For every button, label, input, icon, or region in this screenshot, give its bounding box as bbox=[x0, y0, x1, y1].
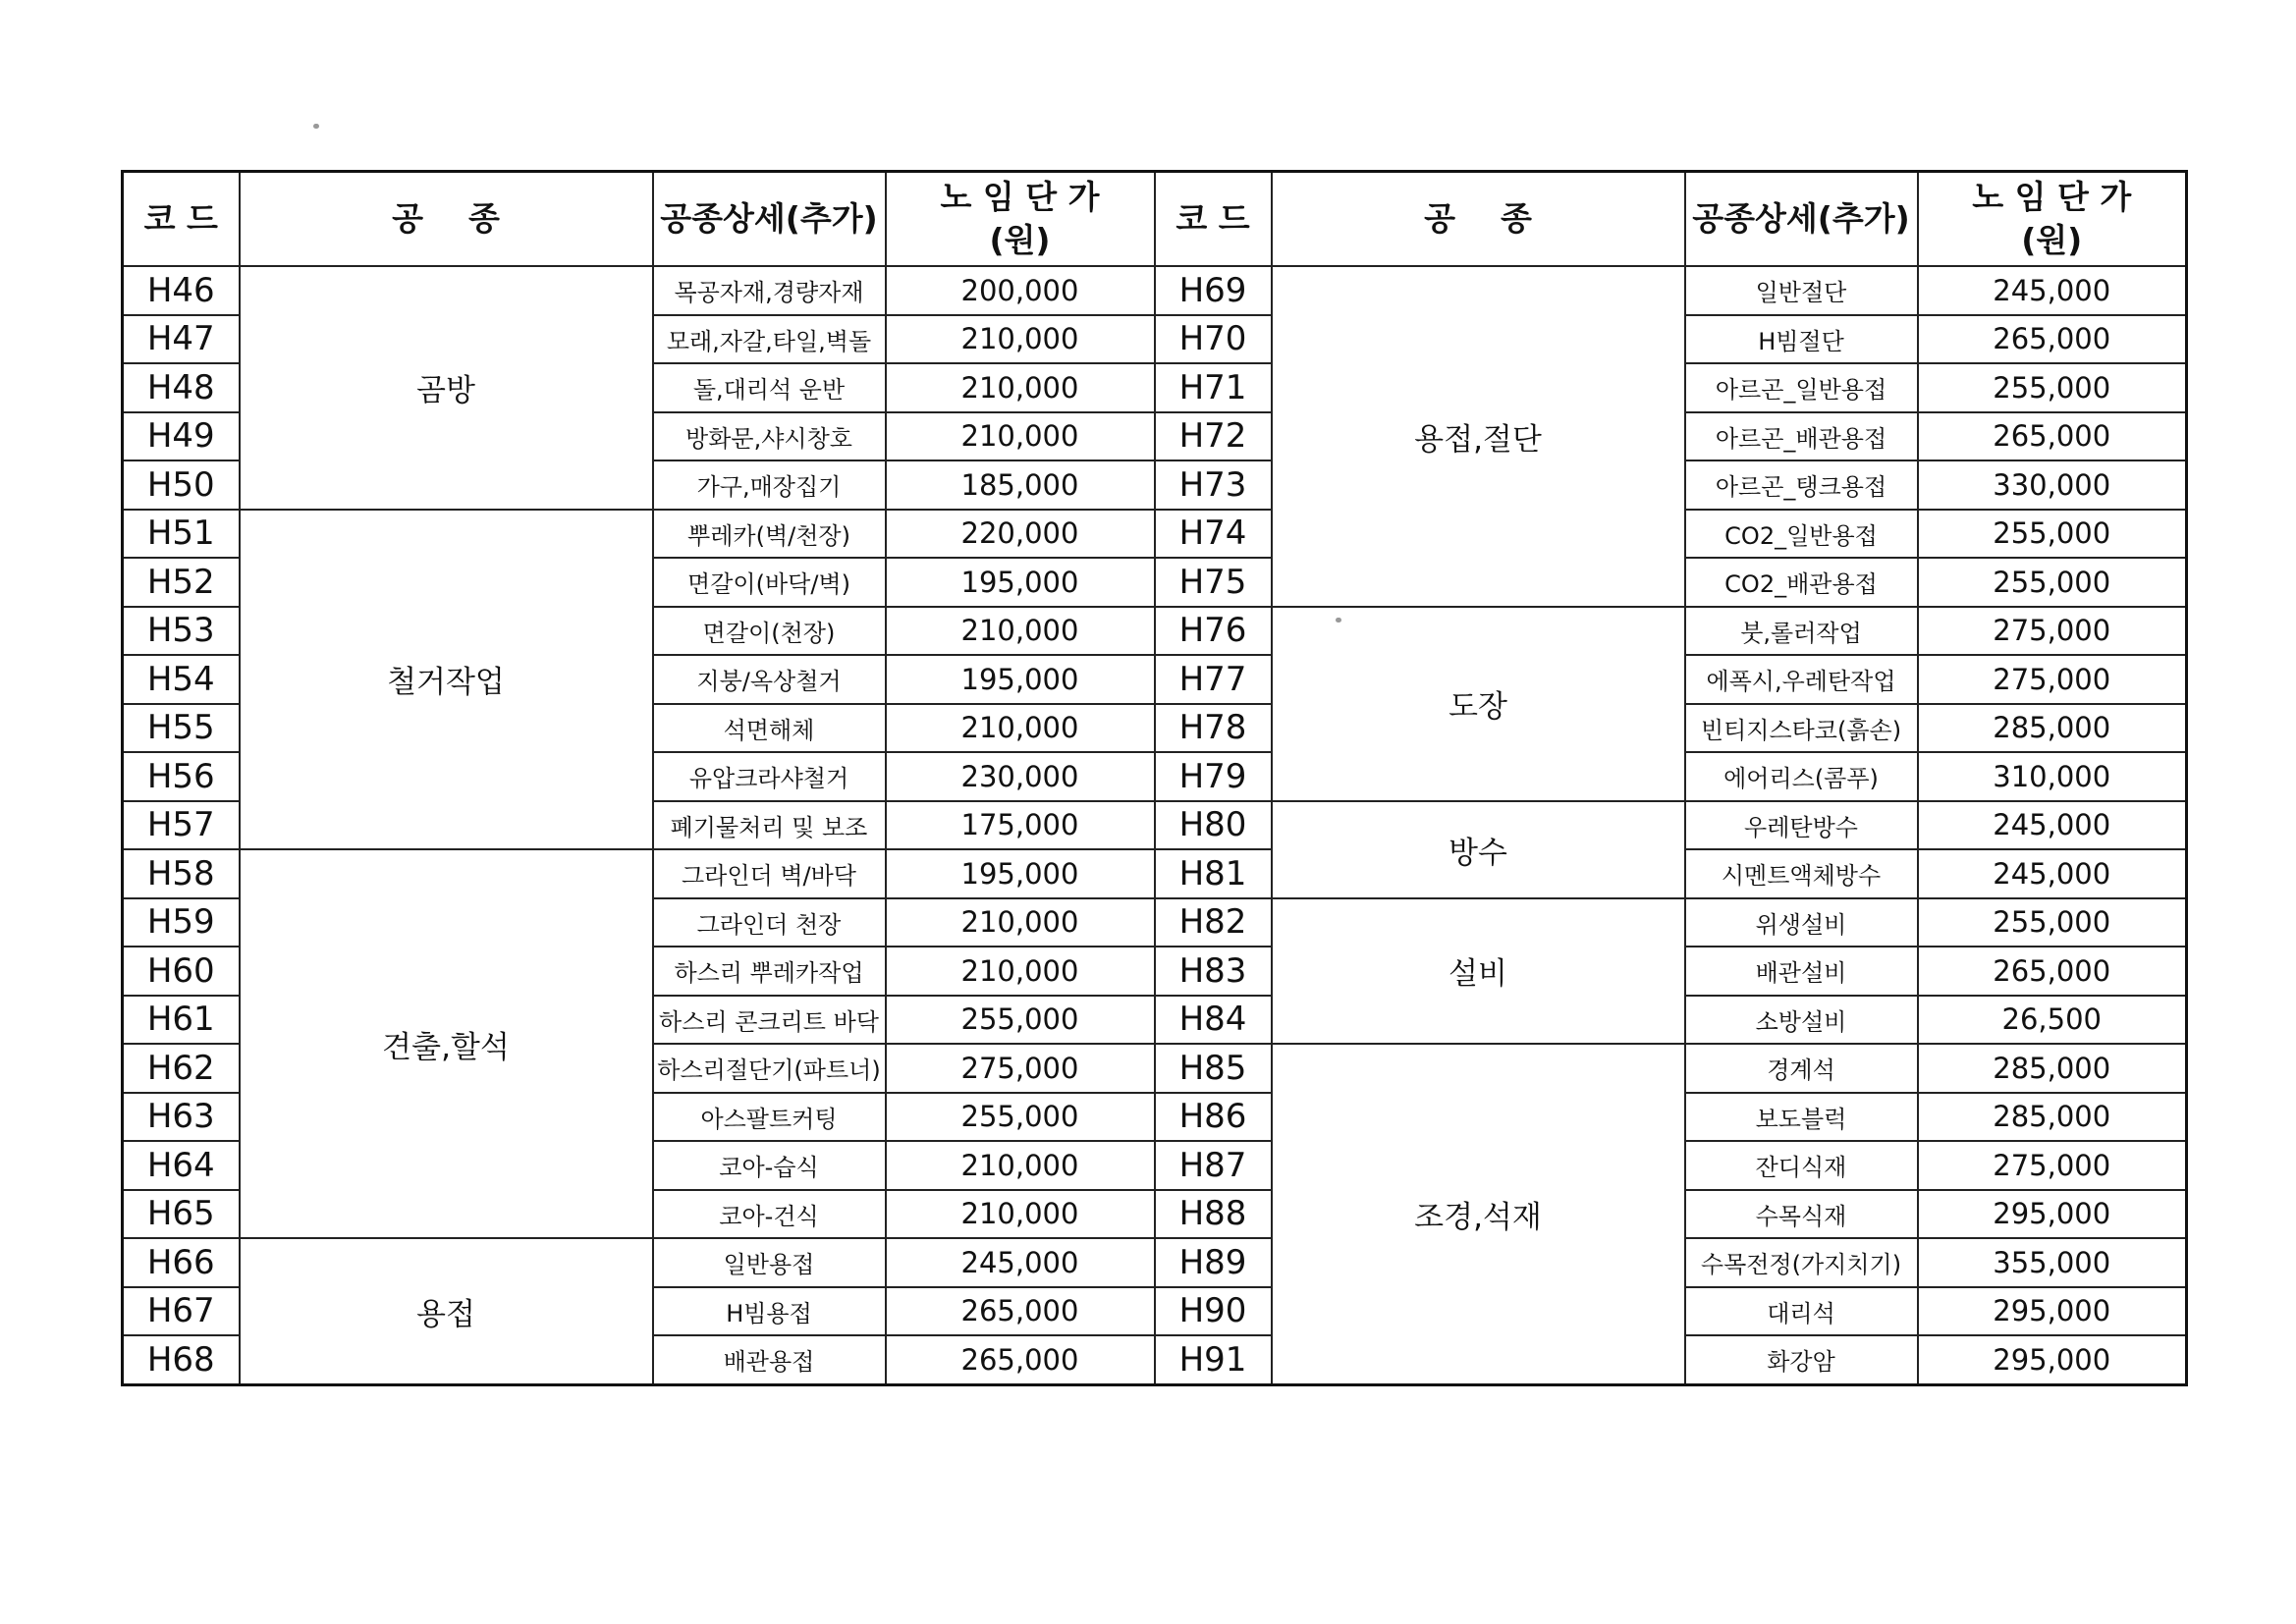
row-code: H75 bbox=[1155, 558, 1272, 607]
row-code: H62 bbox=[123, 1044, 240, 1093]
row-price: 26,500 bbox=[1918, 996, 2187, 1045]
row-detail: 하스리절단기(파트너) bbox=[653, 1044, 886, 1093]
row-detail: 에폭시,우레탄작업 bbox=[1685, 655, 1918, 704]
row-detail: 폐기물처리 및 보조 bbox=[653, 801, 886, 850]
row-code: H56 bbox=[123, 752, 240, 801]
row-code: H74 bbox=[1155, 510, 1272, 559]
row-detail: 대리석 bbox=[1685, 1287, 1918, 1336]
row-price: 265,000 bbox=[1918, 315, 2187, 364]
row-price: 245,000 bbox=[1918, 801, 2187, 850]
row-price: 245,000 bbox=[1918, 849, 2187, 898]
row-code: H69 bbox=[1155, 266, 1272, 315]
row-code: H64 bbox=[123, 1141, 240, 1190]
category-cell: 용접,절단 bbox=[1272, 266, 1685, 607]
row-price: 285,000 bbox=[1918, 1093, 2187, 1142]
row-code: H88 bbox=[1155, 1190, 1272, 1239]
header-category-right: 공 종 bbox=[1272, 172, 1685, 267]
row-detail: 위생설비 bbox=[1685, 898, 1918, 947]
row-detail: 보도블럭 bbox=[1685, 1093, 1918, 1142]
row-detail: 수목식재 bbox=[1685, 1190, 1918, 1239]
row-detail: 목공자재,경량자재 bbox=[653, 266, 886, 315]
row-code: H63 bbox=[123, 1093, 240, 1142]
row-price: 200,000 bbox=[886, 266, 1155, 315]
category-cell: 조경,석재 bbox=[1272, 1044, 1685, 1384]
row-price: 330,000 bbox=[1918, 460, 2187, 510]
row-detail: 하스리 콘크리트 바닥 bbox=[653, 996, 886, 1045]
row-detail: H빔절단 bbox=[1685, 315, 1918, 364]
row-price: 355,000 bbox=[1918, 1238, 2187, 1287]
row-detail: 모래,자갈,타일,벽돌 bbox=[653, 315, 886, 364]
row-code: H65 bbox=[123, 1190, 240, 1239]
row-code: H77 bbox=[1155, 655, 1272, 704]
row-price: 220,000 bbox=[886, 510, 1155, 559]
row-code: H79 bbox=[1155, 752, 1272, 801]
row-code: H82 bbox=[1155, 898, 1272, 947]
row-code: H68 bbox=[123, 1335, 240, 1384]
row-detail: 붓,롤러작업 bbox=[1685, 607, 1918, 656]
row-code: H48 bbox=[123, 363, 240, 412]
row-code: H54 bbox=[123, 655, 240, 704]
row-code: H89 bbox=[1155, 1238, 1272, 1287]
row-code: H55 bbox=[123, 704, 240, 753]
row-price: 195,000 bbox=[886, 558, 1155, 607]
row-price: 265,000 bbox=[1918, 947, 2187, 996]
row-price: 255,000 bbox=[1918, 363, 2187, 412]
row-price: 230,000 bbox=[886, 752, 1155, 801]
row-price: 255,000 bbox=[1918, 898, 2187, 947]
row-price: 245,000 bbox=[886, 1238, 1155, 1287]
row-detail: 소방설비 bbox=[1685, 996, 1918, 1045]
row-code: H60 bbox=[123, 947, 240, 996]
header-detail-left: 공종상세(추가) bbox=[653, 172, 886, 267]
row-code: H72 bbox=[1155, 412, 1272, 461]
header-price-left bbox=[886, 172, 1155, 267]
row-code: H70 bbox=[1155, 315, 1272, 364]
header-row bbox=[123, 172, 2187, 267]
row-code: H85 bbox=[1155, 1044, 1272, 1093]
header-price-right bbox=[1918, 172, 2187, 267]
row-price: 195,000 bbox=[886, 849, 1155, 898]
row-price: 255,000 bbox=[1918, 558, 2187, 607]
row-code: H59 bbox=[123, 898, 240, 947]
row-price: 210,000 bbox=[886, 898, 1155, 947]
row-detail: 그라인더 천장 bbox=[653, 898, 886, 947]
row-code: H73 bbox=[1155, 460, 1272, 510]
row-code: H47 bbox=[123, 315, 240, 364]
scan-speck bbox=[1336, 618, 1341, 623]
row-price: 185,000 bbox=[886, 460, 1155, 510]
row-price: 275,000 bbox=[886, 1044, 1155, 1093]
row-detail: 우레탄방수 bbox=[1685, 801, 1918, 850]
header-price-unit: (원) bbox=[989, 221, 1051, 259]
category-cell: 설비 bbox=[1272, 898, 1685, 1045]
row-code: H50 bbox=[123, 460, 240, 510]
category-cell: 견출,할석 bbox=[240, 849, 653, 1238]
row-detail: 돌,대리석 운반 bbox=[653, 363, 886, 412]
row-detail: 빈티지스타코(흙손) bbox=[1685, 704, 1918, 753]
row-price: 210,000 bbox=[886, 607, 1155, 656]
row-detail: 잔디식재 bbox=[1685, 1141, 1918, 1190]
row-code: H78 bbox=[1155, 704, 1272, 753]
row-detail: CO2_일반용접 bbox=[1685, 510, 1918, 559]
row-code: H81 bbox=[1155, 849, 1272, 898]
row-price: 265,000 bbox=[886, 1335, 1155, 1384]
row-code: H61 bbox=[123, 996, 240, 1045]
row-code: H84 bbox=[1155, 996, 1272, 1045]
row-price: 285,000 bbox=[1918, 1044, 2187, 1093]
row-price: 195,000 bbox=[886, 655, 1155, 704]
row-price: 255,000 bbox=[1918, 510, 2187, 559]
row-detail: 가구,매장집기 bbox=[653, 460, 886, 510]
row-price: 275,000 bbox=[1918, 1141, 2187, 1190]
row-price: 210,000 bbox=[886, 1141, 1155, 1190]
header-price-label: 노 임 단 가 bbox=[940, 178, 1100, 216]
table-row bbox=[123, 510, 2187, 559]
row-price: 245,000 bbox=[1918, 266, 2187, 315]
header-price-label: 노 임 단 가 bbox=[1972, 178, 2132, 216]
row-detail: 아르곤_일반용접 bbox=[1685, 363, 1918, 412]
row-price: 295,000 bbox=[1918, 1335, 2187, 1384]
row-code: H87 bbox=[1155, 1141, 1272, 1190]
row-price: 210,000 bbox=[886, 315, 1155, 364]
row-price: 255,000 bbox=[886, 996, 1155, 1045]
row-detail: 아르곤_탱크용접 bbox=[1685, 460, 1918, 510]
row-code: H83 bbox=[1155, 947, 1272, 996]
row-detail: 면갈이(천장) bbox=[653, 607, 886, 656]
row-price: 275,000 bbox=[1918, 607, 2187, 656]
row-price: 265,000 bbox=[1918, 412, 2187, 461]
wage-rate-table bbox=[121, 170, 2188, 1386]
header-price-unit: (원) bbox=[2021, 221, 2083, 259]
row-price: 265,000 bbox=[886, 1287, 1155, 1336]
category-cell: 용접 bbox=[240, 1238, 653, 1384]
row-detail: 아스팔트커팅 bbox=[653, 1093, 886, 1142]
row-detail: 하스리 뿌레카작업 bbox=[653, 947, 886, 996]
row-code: H90 bbox=[1155, 1287, 1272, 1336]
row-price: 210,000 bbox=[886, 704, 1155, 753]
row-detail: 뿌레카(벽/천장) bbox=[653, 510, 886, 559]
row-price: 285,000 bbox=[1918, 704, 2187, 753]
row-detail: H빔용접 bbox=[653, 1287, 886, 1336]
row-code: H91 bbox=[1155, 1335, 1272, 1384]
row-code: H57 bbox=[123, 801, 240, 850]
row-price: 210,000 bbox=[886, 412, 1155, 461]
row-code: H51 bbox=[123, 510, 240, 559]
row-detail: 지붕/옥상철거 bbox=[653, 655, 886, 704]
row-price: 210,000 bbox=[886, 1190, 1155, 1239]
row-code: H52 bbox=[123, 558, 240, 607]
row-code: H71 bbox=[1155, 363, 1272, 412]
row-code: H80 bbox=[1155, 801, 1272, 850]
row-price: 295,000 bbox=[1918, 1287, 2187, 1336]
row-detail: 코아-습식 bbox=[653, 1141, 886, 1190]
category-cell: 방수 bbox=[1272, 801, 1685, 898]
row-detail: 그라인더 벽/바닥 bbox=[653, 849, 886, 898]
table-row bbox=[123, 849, 2187, 898]
row-code: H76 bbox=[1155, 607, 1272, 656]
row-detail: CO2_배관용접 bbox=[1685, 558, 1918, 607]
row-detail: 일반용접 bbox=[653, 1238, 886, 1287]
row-detail: 일반절단 bbox=[1685, 266, 1918, 315]
scan-speck bbox=[313, 124, 319, 129]
row-detail: 석면해체 bbox=[653, 704, 886, 753]
row-price: 295,000 bbox=[1918, 1190, 2187, 1239]
category-cell: 도장 bbox=[1272, 607, 1685, 801]
row-detail: 코아-건식 bbox=[653, 1190, 886, 1239]
row-code: H67 bbox=[123, 1287, 240, 1336]
table-body bbox=[123, 266, 2187, 1384]
table-row bbox=[123, 1238, 2187, 1287]
row-detail: 배관용접 bbox=[653, 1335, 886, 1384]
row-detail: 배관설비 bbox=[1685, 947, 1918, 996]
row-detail: 화강암 bbox=[1685, 1335, 1918, 1384]
row-detail: 경계석 bbox=[1685, 1044, 1918, 1093]
row-code: H49 bbox=[123, 412, 240, 461]
row-detail: 시멘트액체방수 bbox=[1685, 849, 1918, 898]
row-price: 210,000 bbox=[886, 363, 1155, 412]
row-detail: 방화문,샤시창호 bbox=[653, 412, 886, 461]
header-code-right: 코 드 bbox=[1155, 172, 1272, 267]
row-code: H53 bbox=[123, 607, 240, 656]
row-detail: 면갈이(바닥/벽) bbox=[653, 558, 886, 607]
table-row bbox=[123, 266, 2187, 315]
category-cell: 곰방 bbox=[240, 266, 653, 510]
row-price: 275,000 bbox=[1918, 655, 2187, 704]
row-detail: 아르곤_배관용접 bbox=[1685, 412, 1918, 461]
row-code: H66 bbox=[123, 1238, 240, 1287]
row-code: H58 bbox=[123, 849, 240, 898]
header-detail-right: 공종상세(추가) bbox=[1685, 172, 1918, 267]
category-cell: 철거작업 bbox=[240, 510, 653, 850]
row-price: 175,000 bbox=[886, 801, 1155, 850]
row-code: H46 bbox=[123, 266, 240, 315]
row-price: 210,000 bbox=[886, 947, 1155, 996]
row-code: H86 bbox=[1155, 1093, 1272, 1142]
wage-table-sheet bbox=[121, 170, 2188, 1386]
row-detail: 유압크라샤철거 bbox=[653, 752, 886, 801]
row-price: 310,000 bbox=[1918, 752, 2187, 801]
header-category-left: 공 종 bbox=[240, 172, 653, 267]
header-code-left: 코 드 bbox=[123, 172, 240, 267]
row-price: 255,000 bbox=[886, 1093, 1155, 1142]
row-detail: 에어리스(콤푸) bbox=[1685, 752, 1918, 801]
row-detail: 수목전정(가지치기) bbox=[1685, 1238, 1918, 1287]
